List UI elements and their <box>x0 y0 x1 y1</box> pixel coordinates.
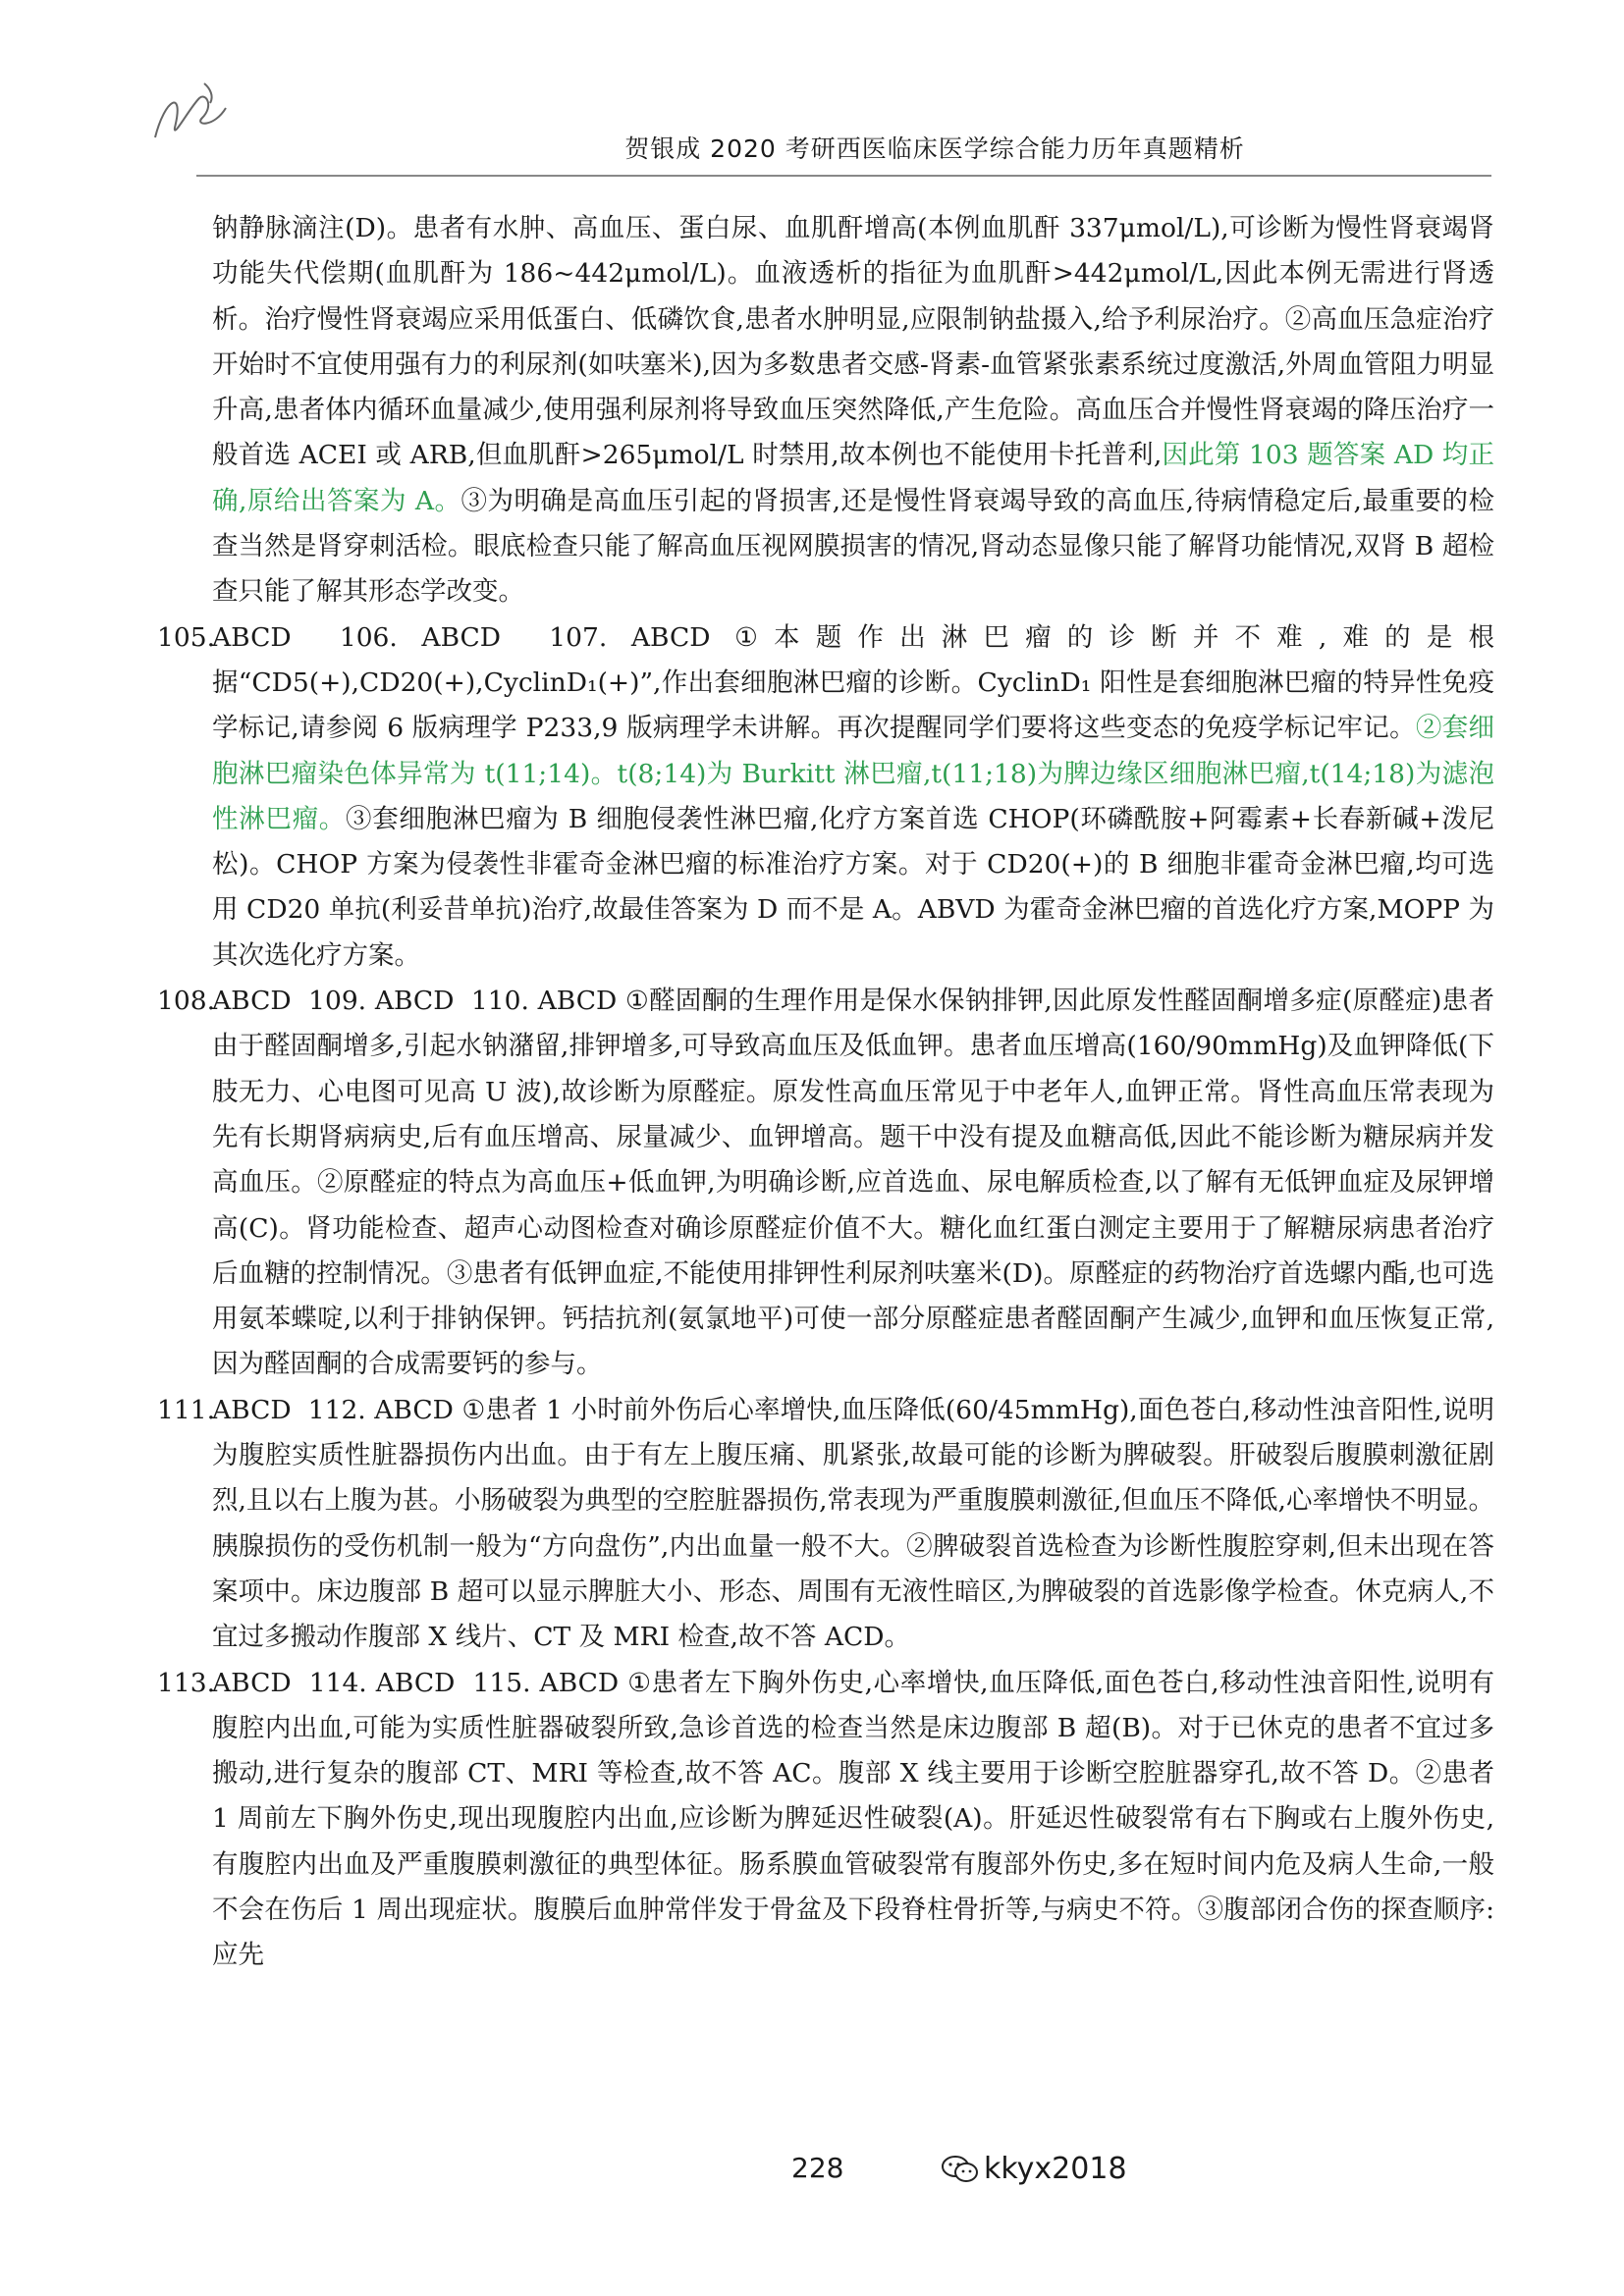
question-number: 111. <box>157 1394 216 1425</box>
page-body <box>157 206 1494 1979</box>
intro-text-1: 钠静脉滴注(D)。患者有水肿、高血压、蛋白尿、血肌酐增高(本例血肌酐 337μmol/L),可诊断为慢性肾衰竭肾功能失代偿期(血肌酐为 186~442μmol/L)。血液透析的指征为血肌酐>442μmol/L,因此本例无需进行肾透析。治疗慢性肾衰竭应采用低蛋白、低磷饮食,患者水肿明显,应限制钠盐摄入,给予利尿治疗。②高血压急症治疗开始时不宜使用强有力的利尿剂(如呋塞米),因为多数患者交感-肾素-血管紧张素系统过度激活,外周血管阻力明显升高,患者体内循环血量减少,使用强利尿剂将导致血压突然降低,产生危险。高血压合并慢性肾衰竭的降压治疗一般首选 ACEI 或 ARB,但血肌酐>265μmol/L 时禁用,故本例也不能使用卡托普利, <box>212 213 1494 471</box>
answer-key: ABCD 106. ABCD 107. ABCD <box>212 621 711 653</box>
question-108-block <box>157 979 1494 1388</box>
answer-key: ABCD 109. ABCD 110. ABCD <box>212 986 618 1017</box>
footer-brand <box>941 2152 1127 2186</box>
answer-key: ABCD 112. ABCD <box>212 1394 454 1425</box>
explanation-text: ①醛固酮的生理作用是保水保钠排钾,因此原发性醛固酮增多症(原醛症)患者由于醛固酮增多,引起水钠潴留,排钾增多,可导致高血压及低血钾。患者血压增高(160/90mmHg)及血钾降低(下肢无力、心电图可见高 U 波),故诊断为原醛症。原发性高血压常见于中老年人,血钾正常。肾性高血压常表现为先有长期肾病病史,后有血压增高、尿量减少、血钾增高。题干中没有提及血糖高低,因此不能诊断为糖尿病并发高血压。②原醛症的特点为高血压+低血钾,为明确诊断,应首选血、尿电解质检查,以了解有无低钾血症及尿钾增高(C)。肾功能检查、超声心动图检查对确诊原醛症价值不大。糖化血红蛋白测定主要用于了解糖尿病患者治疗后血糖的控制情况。③患者有低钾血症,不能使用排钾性利尿剂呋塞米(D)。原醛症的药物治疗首选螺内酯,也可选用氨苯蝶啶,以利于排钠保钾。钙拮抗剂(氨氯地平)可使一部分原醛症患者醛固酮产生减少,血钾和血压恢复正常,因为醛固酮的合成需要钙的参与。 <box>212 986 1494 1380</box>
page-header-title: 贺银成 2020 考研西医临床医学综合能力历年真题精析 <box>624 134 1245 163</box>
wechat-icon <box>941 2154 980 2185</box>
intro-correction-note: 因此第 103 题答案 AD 均正确,原给出答案为 A。 <box>212 440 1494 516</box>
explanation-text: ①患者左下胸外伤史,心率增快,血压降低,面色苍白,移动性浊音阳性,说明有腹腔内出血,可能为实质性脏器破裂所致,急诊首选的检查当然是床边腹部 B 超(B)。对于已休克的患者不宜过多搬动,进行复杂的腹部 CT、MRI 等检查,故不答 AC。腹部 X 线主要用于诊断空腔脏器穿孔,故不答 D。②患者 1 周前左下胸外伤史,现出现腹腔内出血,应诊断为脾延迟性破裂(A)。肝延迟性破裂常有右下胸或右上腹外伤史,有腹腔内出血及严重腹膜刺激征的典型体征。肠系膜血管破裂常有腹部外伤史,多在短时间内危及病人生命,一般不会在伤后 1 周出现症状。腹膜后血肿常伴发于骨盆及下段脊柱骨折等,与病史不符。③腹部闭合伤的探查顺序:应先 <box>212 1667 1494 1971</box>
page-number: 228 <box>791 2152 844 2184</box>
question-105-block <box>157 615 1494 979</box>
question-111-block <box>157 1388 1494 1661</box>
question-113-block <box>157 1661 1494 1979</box>
explanation-text-2: ③套细胞淋巴瘤为 B 细胞侵袭性淋巴瘤,化疗方案首选 CHOP(环磷酰胺+阿霉素+长春新碱+泼尼松)。CHOP 方案为侵袭性非霍奇金淋巴瘤的标准治疗方案。对于 CD20(+)的 B 细胞非霍奇金淋巴瘤,均可选用 CD20 单抗(利妥昔单抗)治疗,故最佳答案为 D 而不是 A。ABVD 为霍奇金淋巴瘤的首选化疗方案,MOPP 为其次选化疗方案。 <box>212 803 1495 971</box>
question-number: 108. <box>157 986 216 1017</box>
header-divider <box>196 175 1491 177</box>
explanation-highlight: ②套细胞淋巴瘤染色体异常为 t(11;14)。t(8;14)为 Burkitt 淋巴瘤,t(11;18)为脾边缘区细胞淋巴瘤,t(14;18)为滤泡性淋巴瘤。 <box>212 713 1494 834</box>
intro-paragraph <box>157 206 1494 615</box>
answer-key: ABCD 114. ABCD 115. ABCD <box>212 1667 620 1698</box>
explanation-text: ①患者 1 小时前外伤后心率增快,血压降低(60/45mmHg),面色苍白,移动性浊音阳性,说明为腹腔实质性脏器损伤内出血。由于有左上腹压痛、肌紧张,故最可能的诊断为脾破裂。肝破裂后腹膜刺激征剧烈,且以右上腹为甚。小肠破裂为典型的空腔脏器损伤,常表现为严重腹膜刺激征,但血压不降低,心率增快不明显。胰腺损伤的受伤机制一般为“方向盘伤”,内出血量一般不大。②脾破裂首选检查为诊断性腹腔穿刺,但未出现在答案项中。床边腹部 B 超可以显示脾脏大小、形态、周围有无液性暗区,为脾破裂的首选影像学检查。休克病人,不宜过多搬动作腹部 X 线片、CT 及 MRI 检查,故不答 ACD。 <box>212 1394 1494 1653</box>
intro-text-2: ③为明确是高血压引起的肾损害,还是慢性肾衰竭导致的高血压,待病情稳定后,最重要的检查当然是肾穿刺活检。眼底检查只能了解高血压视网膜损害的情况,肾动态显像只能了解肾功能情况,双肾 B 超检查只能了解其形态学改变。 <box>212 485 1494 608</box>
explanation-text-1: ①本题作出淋巴瘤的诊断并不难,难的是根据“CD5(+),CD20(+),CyclinD₁(+)”,作出套细胞淋巴瘤的诊断。CyclinD₁ 阳性是套细胞淋巴瘤的特异性免疫学标记,请参阅 6 版病理学 P233,9 版病理学未讲解。再次提醒同学们要将这些变态的免疫学标记牢记。 <box>212 621 1494 744</box>
question-number: 113. <box>157 1667 216 1698</box>
footer-brand-text: kkyx2018 <box>984 2152 1127 2186</box>
question-number: 105. <box>157 621 216 653</box>
